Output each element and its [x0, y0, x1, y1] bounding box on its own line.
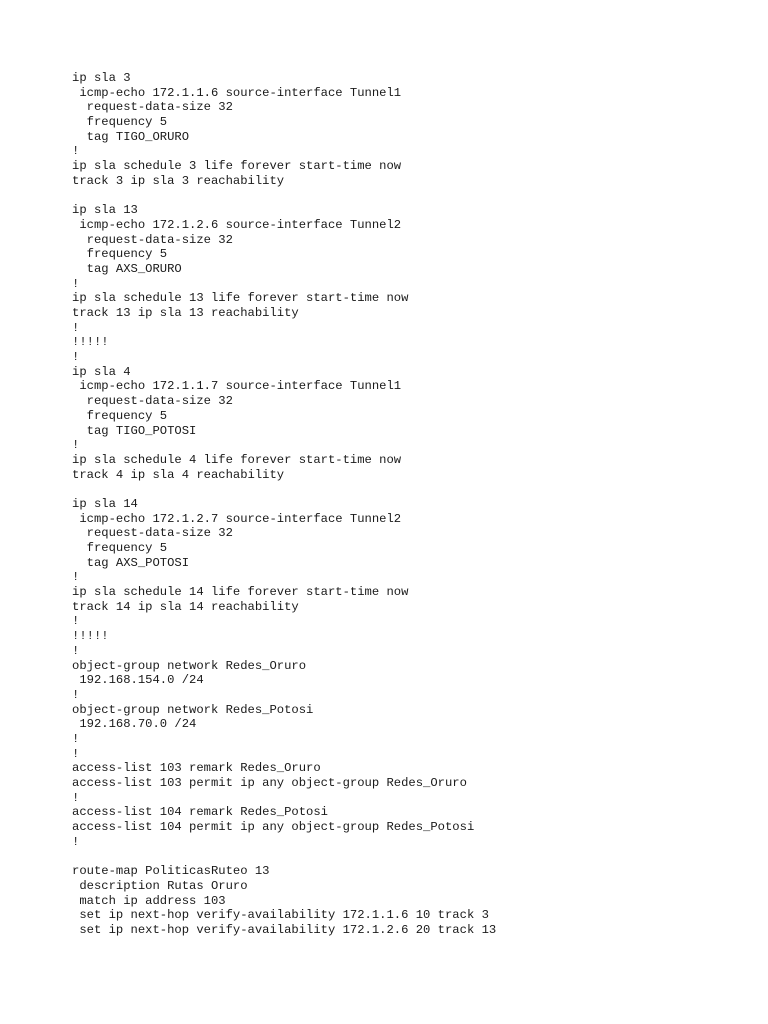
config-document [72, 71, 752, 938]
config-line: ip sla 4 [72, 364, 131, 379]
config-line: tag AXS_POTOSI [72, 555, 190, 570]
config-line: icmp-echo 172.1.1.7 source-interface Tunnel1 [72, 379, 402, 394]
config-line: track 4 ip sla 4 reachability [72, 467, 285, 482]
config-line: ! [72, 746, 80, 761]
config-line: ! [72, 790, 80, 805]
config-line: 192.168.70.0 /24 [72, 717, 197, 732]
config-line: tag AXS_ORURO [72, 261, 182, 276]
config-line: ip sla 13 [72, 203, 138, 218]
config-line: access-list 104 permit ip any object-group Redes_Potosi [72, 820, 475, 835]
config-line: frequency 5 [72, 541, 168, 555]
config-line: ip sla schedule 3 life forever start-time now [72, 159, 402, 174]
config-line: !!!!! [72, 335, 109, 350]
config-line: access-list 104 remark Redes_Potosi [72, 805, 328, 820]
config-line: ip sla 3 [72, 71, 131, 85]
config-line: object-group network Redes_Oruro [72, 658, 307, 673]
config-line: ip sla schedule 4 life forever start-time now [72, 452, 402, 467]
config-line: object-group network Redes_Potosi [72, 702, 314, 717]
config-line: ! [72, 320, 80, 335]
config-line: request-data-size 32 [72, 526, 233, 541]
config-line: ! [72, 276, 80, 291]
config-line: request-data-size 32 [72, 232, 233, 247]
config-line: ip sla 14 [72, 496, 138, 511]
config-line: ! [72, 438, 80, 453]
config-line: ! [72, 614, 80, 629]
config-line: frequency 5 [72, 408, 168, 423]
config-line: frequency 5 [72, 247, 168, 262]
config-line: access-list 103 permit ip any object-group Redes_Oruro [72, 776, 467, 790]
config-line: ! [72, 643, 80, 658]
config-line: tag TIGO_POTOSI [72, 423, 197, 438]
config-line: ! [72, 144, 80, 159]
config-line: ! [72, 570, 80, 585]
config-line: set ip next-hop verify-availability 172.1.2.6 20 track 13 [72, 922, 497, 937]
config-line: track 14 ip sla 14 reachability [72, 599, 299, 614]
config-line: icmp-echo 172.1.1.6 source-interface Tunnel1 [72, 85, 402, 100]
config-line: ! [72, 834, 80, 849]
config-line [72, 849, 752, 864]
config-line: ! [72, 687, 80, 702]
config-line: ! [72, 350, 80, 365]
config-line: route-map PoliticasRuteo 13 [72, 864, 270, 879]
config-line: track 3 ip sla 3 reachability [72, 173, 285, 188]
config-line: icmp-echo 172.1.2.7 source-interface Tunnel2 [72, 511, 402, 526]
config-line: !!!!! [72, 629, 109, 644]
config-line: set ip next-hop verify-availability 172.1.1.6 10 track 3 [72, 908, 489, 923]
config-line: request-data-size 32 [72, 394, 233, 409]
config-line: ! [72, 731, 80, 746]
config-line: frequency 5 [72, 115, 168, 130]
config-line: ip sla schedule 13 life forever start-time now [72, 291, 409, 306]
config-line: access-list 103 remark Redes_Oruro [72, 761, 321, 776]
config-line [72, 189, 752, 204]
config-line: description Rutas Oruro [72, 878, 248, 893]
config-line [72, 482, 752, 497]
config-line: icmp-echo 172.1.2.6 source-interface Tunnel2 [72, 217, 402, 232]
config-line: ip sla schedule 14 life forever start-time now [72, 585, 409, 600]
config-line: request-data-size 32 [72, 100, 233, 115]
config-line: match ip address 103 [72, 893, 226, 908]
config-line: track 13 ip sla 13 reachability [72, 306, 299, 320]
config-line: 192.168.154.0 /24 [72, 673, 204, 688]
config-line: tag TIGO_ORURO [72, 129, 190, 144]
